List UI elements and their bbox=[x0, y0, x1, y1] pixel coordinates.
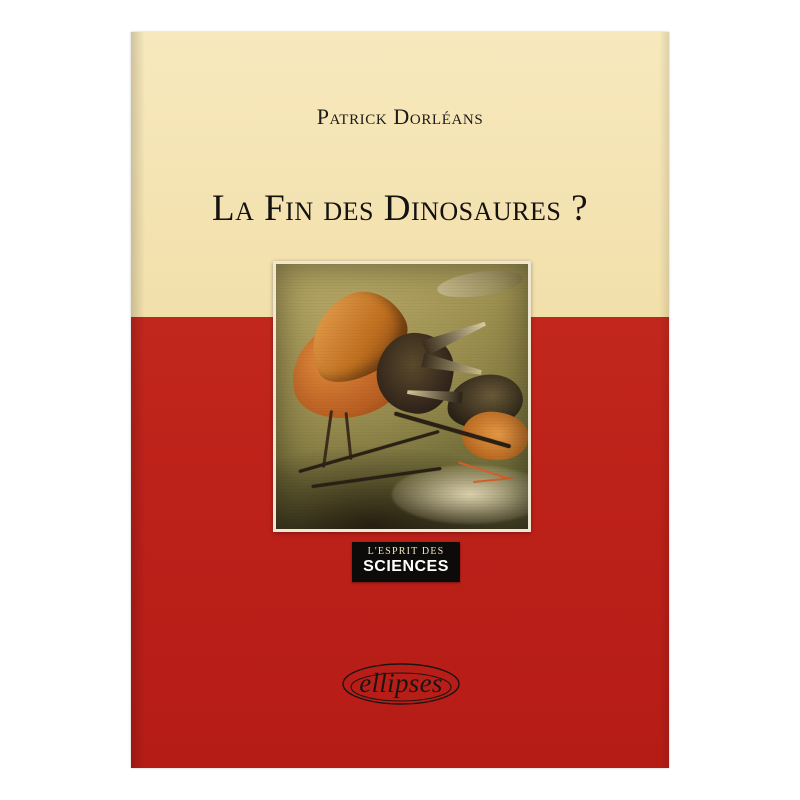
cover-illustration bbox=[273, 261, 531, 532]
publisher-logo bbox=[339, 654, 463, 716]
book-cover bbox=[131, 32, 669, 768]
collection-label-bottom: SCIENCES bbox=[363, 558, 449, 575]
collection-label-top: L'ESPRIT DES bbox=[367, 546, 445, 557]
collection-badge bbox=[352, 542, 460, 582]
author-name: Patrick Dorléans bbox=[316, 104, 484, 129]
book-title: La Fin des Dinosaures ? bbox=[211, 188, 589, 229]
publisher-name: ellipses bbox=[359, 668, 443, 698]
illustration-vignette bbox=[276, 264, 528, 529]
